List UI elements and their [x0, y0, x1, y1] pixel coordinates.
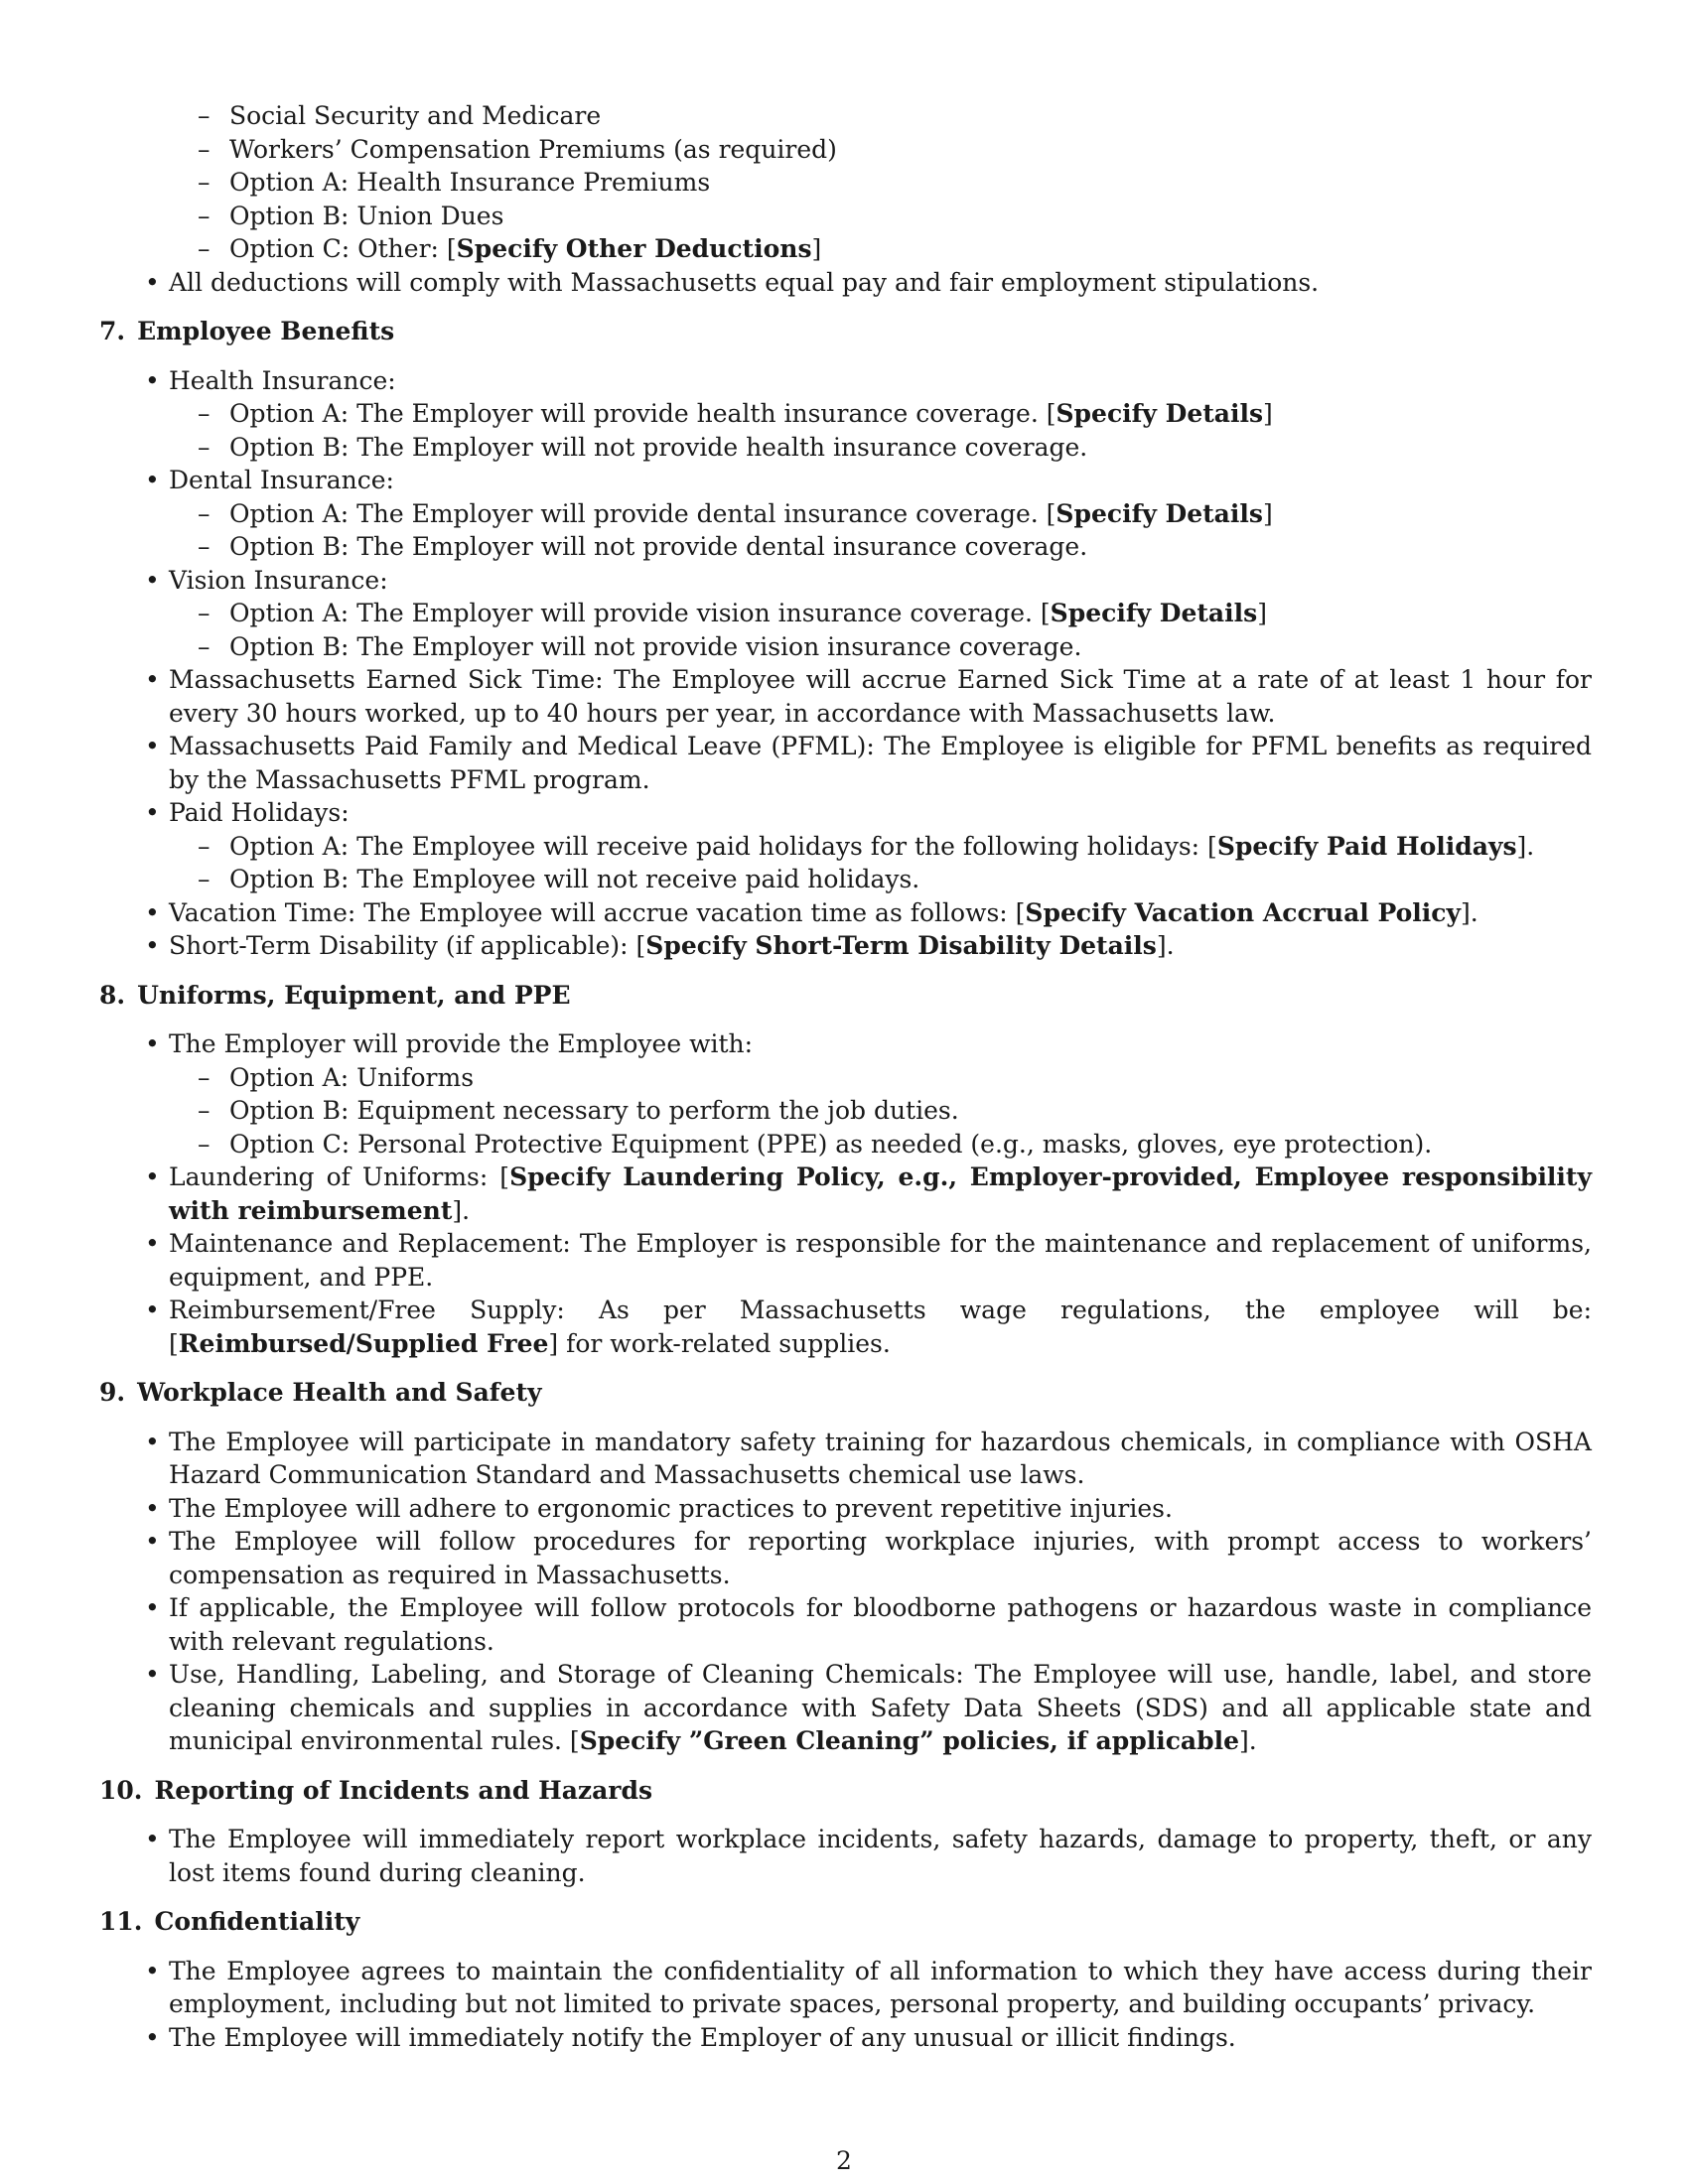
- section-heading-workplace-health-safety: 9. Workplace Health and Safety: [99, 1378, 542, 1407]
- placeholder-text: Specify Details: [1055, 399, 1264, 428]
- reporting-item: • The Employee will immediately report workplace incidents, safety hazards, damage to property, theft, or any lost items found during cleaning.: [99, 1823, 1592, 1889]
- deductions-compliance: • All deductions will comply with Massachusetts equal pay and fair employment stipulations.: [99, 266, 1592, 300]
- benefit-vacation: • Vacation Time: The Employee will accrue vacation time as follows: [Specify Vacation Accrual Policy].: [99, 896, 1592, 930]
- benefit-sick-time: • Massachusetts Earned Sick Time: The Employee will accrue Earned Sick Time at a rate of at least 1 hour for every 30 hours worked, up to 40 hours per year, in accordance with Massachusetts law.: [99, 663, 1592, 730]
- placeholder-text: Specify Details: [1050, 599, 1258, 627]
- placeholder-text: Specify Other Deductions: [456, 234, 812, 263]
- section-heading-reporting-incidents: 10. Reporting of Incidents and Hazards: [99, 1775, 653, 1805]
- uniforms-provide: • The Employer will provide the Employee with:: [99, 1027, 1592, 1061]
- vision-option-a: – Option A: The Employer will provide vision insurance coverage. [Specify Details]: [99, 597, 1592, 630]
- page-number: 2: [836, 2146, 852, 2175]
- benefit-health-insurance: • Health Insurance:: [99, 364, 1592, 398]
- deduction-item: – Workers’ Compensation Premiums (as required): [99, 133, 1592, 167]
- placeholder-text: Specify Vacation Accrual Policy: [1025, 897, 1462, 927]
- benefit-dental-insurance: • Dental Insurance:: [99, 464, 1592, 497]
- safety-ergonomic: • The Employee will adhere to ergonomic practices to prevent repetitive injuries.: [99, 1492, 1592, 1526]
- deduction-item: – Social Security and Medicare: [99, 99, 1592, 133]
- safety-chemicals: • Use, Handling, Labeling, and Storage of Cleaning Chemicals: The Employee will use, handle, label, and store cleaning chemicals and supplies in accordance with Safety Data Sheets (SDS) and all applicable state and municipal environmental rules. [Specify ”Green Cleaning” policies, if applicable].: [99, 1658, 1592, 1758]
- placeholder-text: Specify Details: [1055, 498, 1263, 528]
- health-option-b: – Option B: The Employer will not provide health insurance coverage.: [99, 431, 1592, 465]
- confidentiality-notify: • The Employee will immediately notify the Employer of any unusual or illicit findings.: [99, 2021, 1592, 2055]
- uniforms-laundering: • Laundering of Uniforms: [Specify Laundering Policy, e.g., Employer-provided, Employee responsibility with reimbursement].: [99, 1160, 1592, 1227]
- section-heading-confidentiality: 11. Confidentiality: [99, 1907, 360, 1936]
- health-option-a: – Option A: The Employer will provide health insurance coverage. [Specify Details]: [99, 397, 1592, 431]
- deduction-item: – Option B: Union Dues: [99, 200, 1592, 233]
- benefit-short-term-disability: • Short-Term Disability (if applicable): [Specify Short-Term Disability Details].: [99, 929, 1592, 963]
- uniforms-maintenance: • Maintenance and Replacement: The Employer is responsible for the maintenance and replacement of uniforms, equipment, and PPE.: [99, 1227, 1592, 1294]
- deduction-item-other: – Option C: Other: [Specify Other Deductions]: [99, 232, 1592, 266]
- placeholder-text: Specify Paid Holidays: [1216, 831, 1517, 861]
- uniforms-option-a: – Option A: Uniforms: [99, 1061, 1592, 1095]
- deduction-item: – Option A: Health Insurance Premiums: [99, 166, 1592, 200]
- placeholder-text: Specify ”Green Cleaning” policies, if applicable: [579, 1726, 1240, 1755]
- safety-training: • The Employee will participate in mandatory safety training for hazardous chemicals, in compliance with OSHA Hazard Communication Standard and Massachusetts chemical use laws.: [99, 1426, 1592, 1492]
- vision-option-b: – Option B: The Employer will not provide vision insurance coverage.: [99, 630, 1592, 664]
- confidentiality-maintain: • The Employee agrees to maintain the confidentiality of all information to which they have access during their employment, including but not limited to private spaces, personal property, and building occupants’ privacy.: [99, 1955, 1592, 2021]
- benefit-paid-holidays: • Paid Holidays:: [99, 796, 1592, 830]
- section-heading-employee-benefits: 7. Employee Benefits: [99, 317, 395, 345]
- benefit-vision-insurance: • Vision Insurance:: [99, 564, 1592, 598]
- uniforms-option-b: – Option B: Equipment necessary to perform the job duties.: [99, 1094, 1592, 1128]
- holidays-option-b: – Option B: The Employee will not receive paid holidays.: [99, 863, 1592, 896]
- section-heading-uniforms-equipment-ppe: 8. Uniforms, Equipment, and PPE: [99, 980, 571, 1010]
- placeholder-text: Specify Short-Term Disability Details: [645, 931, 1157, 960]
- placeholder-text: Specify Laundering Policy, e.g., Employer-provided, Employee responsibility with reimbursement: [169, 1162, 1593, 1225]
- safety-injuries: • The Employee will follow procedures for reporting workplace injuries, with prompt access to workers’ compensation as required in Massachusetts.: [99, 1525, 1592, 1591]
- safety-bloodborne: • If applicable, the Employee will follow protocols for bloodborne pathogens or hazardous waste in compliance with relevant regulations.: [99, 1591, 1592, 1658]
- dental-option-a: – Option A: The Employer will provide dental insurance coverage. [Specify Details]: [99, 497, 1592, 531]
- uniforms-reimbursement: • Reimbursement/Free Supply: As per Massachusetts wage regulations, the employee will be: [Reimbursed/Supplied Free] for work-related supplies.: [99, 1294, 1592, 1360]
- benefit-pfml: • Massachusetts Paid Family and Medical Leave (PFML): The Employee is eligible for PFML benefits as required by the Massachusetts PFML program.: [99, 730, 1592, 796]
- document-body: [99, 99, 1592, 2054]
- dental-option-b: – Option B: The Employer will not provide dental insurance coverage.: [99, 530, 1592, 564]
- uniforms-option-c: – Option C: Personal Protective Equipment (PPE) as needed (e.g., masks, gloves, eye protection).: [99, 1128, 1592, 1161]
- holidays-option-a: – Option A: The Employee will receive paid holidays for the following holidays: [Specify Paid Holidays].: [99, 830, 1592, 864]
- placeholder-text: Reimbursed/Supplied Free: [178, 1328, 549, 1358]
